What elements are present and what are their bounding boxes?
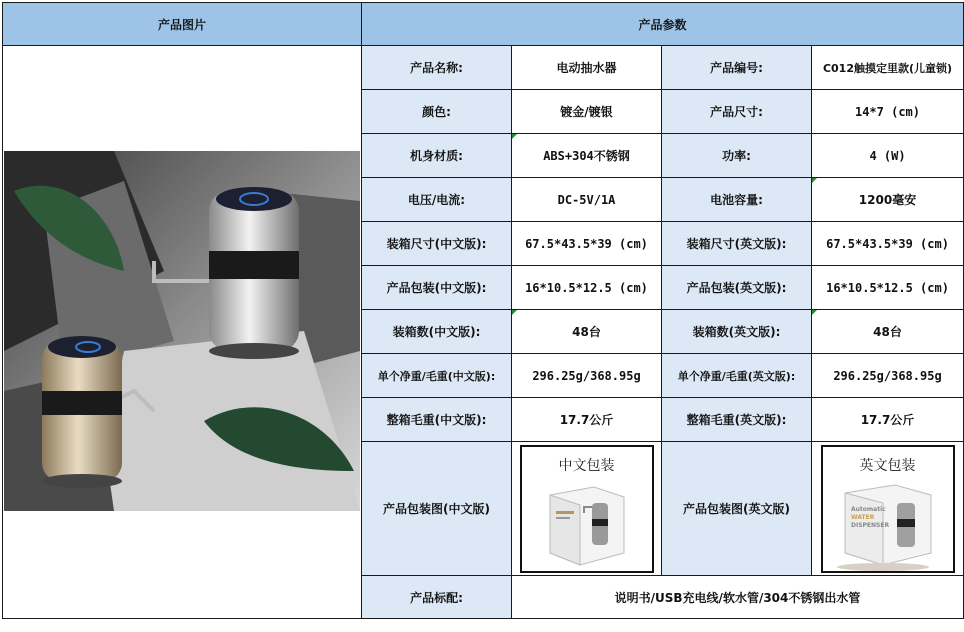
- product-photo-cell: [3, 46, 362, 619]
- value-carton-size-cn: 67.5*43.5*39 (cm): [512, 222, 662, 266]
- package-image-en-cell: [812, 442, 964, 576]
- label-color: 颜色:: [362, 90, 512, 134]
- value-color: 镀金/镀银: [512, 90, 662, 134]
- header-product-params: 产品参数: [362, 3, 964, 46]
- value-material: ABS+304不锈钢: [512, 134, 662, 178]
- label-carton-size-en: 装箱尺寸(英文版):: [662, 222, 812, 266]
- value-package-cn: 16*10.5*12.5 (cm): [512, 266, 662, 310]
- label-accessories: 产品标配:: [362, 576, 512, 619]
- value-product-name: 电动抽水器: [512, 46, 662, 90]
- value-unit-weight-en: 296.25g/368.95g: [812, 354, 964, 398]
- label-qty-per-carton-cn: 装箱数(中文版):: [362, 310, 512, 354]
- value-carton-weight-en: 17.7公斤: [812, 398, 964, 442]
- package-en-brand: Automatic: [850, 505, 886, 513]
- value-qty-per-carton-cn: 48台: [512, 310, 662, 354]
- product-photo: [4, 151, 360, 511]
- package-cn-illustration: [522, 473, 652, 573]
- value-voltage-current: DC-5V/1A: [512, 178, 662, 222]
- package-en-illustration: [823, 473, 953, 573]
- value-accessories: 说明书/USB充电线/软水管/304不锈钢出水管: [512, 576, 964, 619]
- package-image-cn: [520, 445, 654, 573]
- label-power: 功率:: [662, 134, 812, 178]
- spec-sheet: [2, 2, 964, 619]
- label-battery: 电池容量:: [662, 178, 812, 222]
- package-cn-title: 中文包装: [558, 457, 615, 474]
- label-product-code: 产品编号:: [662, 46, 812, 90]
- label-qty-per-carton-en: 装箱数(英文版):: [662, 310, 812, 354]
- package-image-en: [821, 445, 955, 573]
- package-en-title: 英文包装: [859, 457, 916, 474]
- label-package-en: 产品包装(英文版):: [662, 266, 812, 310]
- value-qty-per-carton-en: 48台: [812, 310, 964, 354]
- label-voltage-current: 电压/电流:: [362, 178, 512, 222]
- label-carton-size-cn: 装箱尺寸(中文版):: [362, 222, 512, 266]
- value-battery: 1200毫安: [812, 178, 964, 222]
- value-product-code: C012触摸定里款(儿童锁): [812, 46, 964, 90]
- label-product-name: 产品名称:: [362, 46, 512, 90]
- label-package-cn: 产品包装(中文版):: [362, 266, 512, 310]
- label-carton-weight-en: 整箱毛重(英文版):: [662, 398, 812, 442]
- value-unit-weight-cn: 296.25g/368.95g: [512, 354, 662, 398]
- label-package-image-cn: 产品包装图(中文版): [362, 442, 512, 576]
- header-product-image: 产品图片: [3, 3, 362, 46]
- package-en-line3: DISPENSER: [850, 521, 889, 529]
- value-package-en: 16*10.5*12.5 (cm): [812, 266, 964, 310]
- label-material: 机身材质:: [362, 134, 512, 178]
- value-product-size: 14*7 (cm): [812, 90, 964, 134]
- label-package-image-en: 产品包装图(英文版): [662, 442, 812, 576]
- label-product-size: 产品尺寸:: [662, 90, 812, 134]
- value-carton-weight-cn: 17.7公斤: [512, 398, 662, 442]
- package-en-line2: WATER: [850, 513, 874, 521]
- label-unit-weight-en: 单个净重/毛重(英文版):: [662, 354, 812, 398]
- label-carton-weight-cn: 整箱毛重(中文版):: [362, 398, 512, 442]
- value-carton-size-en: 67.5*43.5*39 (cm): [812, 222, 964, 266]
- value-power: 4 (W): [812, 134, 964, 178]
- label-unit-weight-cn: 单个净重/毛重(中文版):: [362, 354, 512, 398]
- package-image-cn-cell: [512, 442, 662, 576]
